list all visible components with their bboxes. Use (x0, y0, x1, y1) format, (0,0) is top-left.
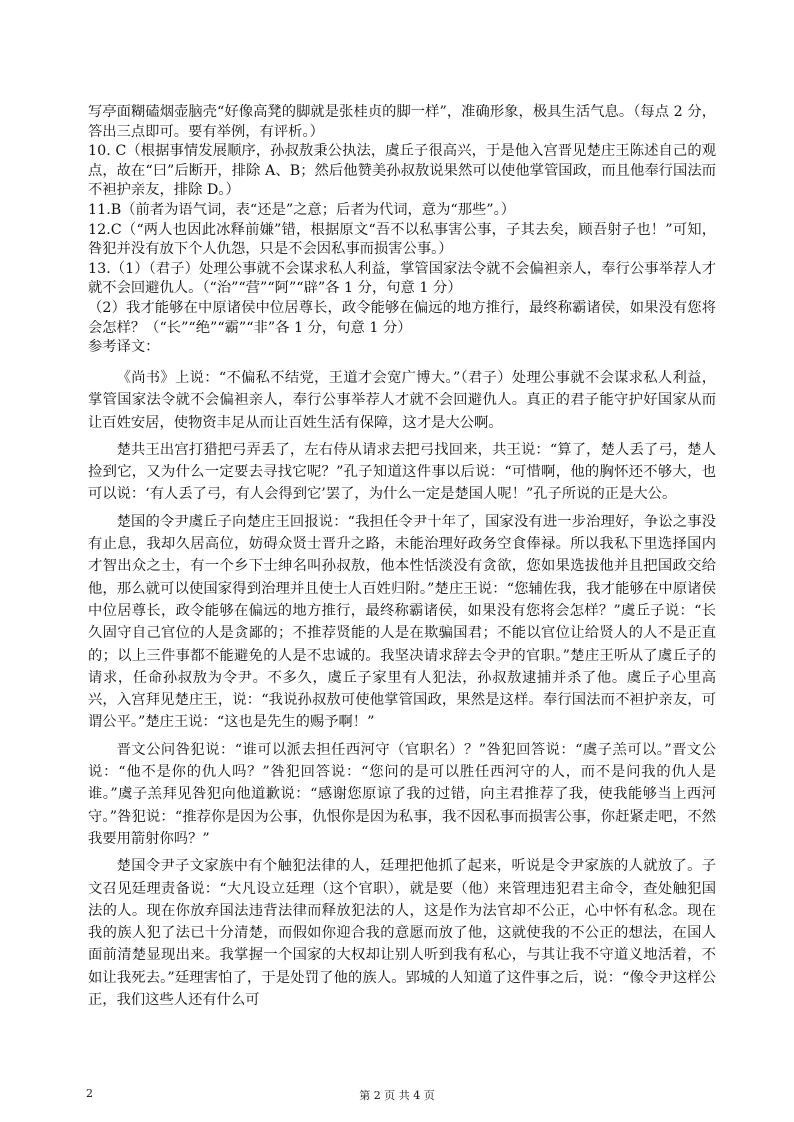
answer-11: 11.B（前者为语气词，表“还是”之意；后者为代词，意为“那些”。） (88, 201, 516, 218)
answer-13-2: （2）我才能够在中原诸侯中位居尊长，政令能够在偏远的地方推行，最终称霸诸侯，如果没有您将会怎样？（“长”“绝”“霸”“非”各 1 分，句意 1 分） (88, 299, 716, 336)
answer-12: 12.C（“两人也因此冰释前嫌”错，根据原文“吾不以私事害公事，子其去矣，顾吾射子也！”可知，咎犯并没有放下个人仇怨，只是不会因私事而损害公事。） (88, 221, 716, 258)
page-info: 第 2 页 共 4 页 (359, 1089, 435, 1102)
translation-heading: 参考译文： (88, 339, 160, 356)
translation-paragraph: 晋文公问咎犯说：“谁可以派去担任西河守（官职名）？”咎犯回答说：“虞子羔可以。”晋文公说：“他不是你的仇人吗？”咎犯回答说：“您问的是可以胜任西河守的人，而不是问我的仇人是谁。”虞子羔拜见咎犯向他道歉说：“感谢您原谅了我的过错，向主君推荐了我，使我能够当上西河守。”咎犯说：“推荐你是因为公事，仇恨你是因为私事，我不因私事而损害公事，你赶紧走吧，不然我要用箭射你吗？” (88, 741, 716, 847)
answer-section (88, 103, 716, 358)
translation-paragraph: 楚共王出宫打猎把弓弄丢了，左右侍从请求去把弓找回来，共王说：“算了，楚人丢了弓，楚人捡到它，又为什么一定要去寻找它呢？”孔子知道这件事以后说：“可惜啊，他的胸怀还不够大，也可以说：‘有人丢了弓，有人会得到它’罢了，为什么一定是楚国人呢！”孔子所说的正是大公。 (88, 441, 716, 503)
answer-13-1: 13.（1）（君子）处理公事就不会谋求私人利益，掌管国家法令就不会偏袒亲人，奉行公事举荐人才就不会回避仇人。（“治”“营”“阿”“辟”各 1 分，句意 1 分） (88, 260, 716, 297)
page-number: 2 (86, 1087, 93, 1100)
answer-10: 10. C（根据事情发展顺序，孙叔敖秉公执法，虞丘子很高兴，于是他入宫晋见楚庄王陈述自己的观点，故在“曰”后断开，排除 A、B；然后他赞美孙叔敖说果然可以使他掌管国政，而且他奉行国法而不袒护亲友，排除 D。） (88, 143, 716, 199)
translation-paragraph: 楚国令尹子文家族中有个触犯法律的人，廷理把他抓了起来，听说是令尹家族的人就放了。子文召见廷理责备说：“大凡设立廷理（这个官职），就是要（他）来管理违犯君主命令，查处触犯国法的人。现在你放弃国法违背法律而释放犯法的人，这是作为法官却不公正，心中怀有私念。现在我的族人犯了法已十分清楚，而假如你迎合我的意愿而放了他，这就使我的不公正的想法，在国人面前清楚显现出来。我掌握一个国家的大权却让别人听到我有私心，与其让我不守道义地活着，不如让我死去。”廷理害怕了，于是处罚了他的族人。郢城的人知道了这件事之后，说：“像令尹这样公正，我们这些人还有什么可 (88, 858, 716, 1009)
translation-paragraph: 《尚书》上说：“不偏私不结党，王道才会宽广博大。”（君子）处理公事就不会谋求私人利益，掌管国家法令就不会偏袒亲人，奉行公事举荐人才就不会回避仇人。真正的君子能守护好国家从而让百姓安居，使物资丰足从而让百姓生活有保障，这才是大公啊。 (88, 370, 716, 431)
translation-paragraph: 楚国的令尹虞丘子向楚庄王回报说：“我担任令尹十年了，国家没有进一步治理好，争讼之事没有止息，我却久居高位，妨碍众贤士晋升之路，未能治理好政务空食俸禄。所以我私下里选择国内才智出众之士，有一个乡下士绅名叫孙叔敖，他本性恬淡没有贪欲，您如果选拔他并且把国政交给他，那么就可以使国家得到治理并且使士人百姓归附。”楚庄王说：“您辅佐我，我才能够在中原诸侯中位居尊长，政令能够在偏远的地方推行，最终称霸诸侯，如果没有您将会怎样？”虞丘子说：“长久固守自己官位的人是贪鄙的；不推荐贤能的人是在欺骗国君；不能以官位让给贤人的人不是正直的；以上三件事都不能避免的人是不忠诚的。我坚决请求辞去令尹的官职。”楚庄王听从了虞丘子的请求，任命孙叔敖为令尹。不多久，虞丘子家里有人犯法，孙叔敖逮捕并杀了他。虞丘子心里高兴，入宫拜见楚庄王，说：“我说孙叔敖可使他掌管国政，果然是这样。奉行国法而不袒护亲友，可谓公平。”楚庄王说：“这也是先生的赐予啊！” (88, 513, 716, 731)
translation-section (88, 367, 716, 1011)
answer-line-9-tail: 写亭面糊磕烟壶脑壳“好像高凳的脚就是张桂贞的脚一样”，准确形象，极具生活气息。（每点 2 分，答出三点即可。要有举例，有评析。） (88, 104, 716, 140)
